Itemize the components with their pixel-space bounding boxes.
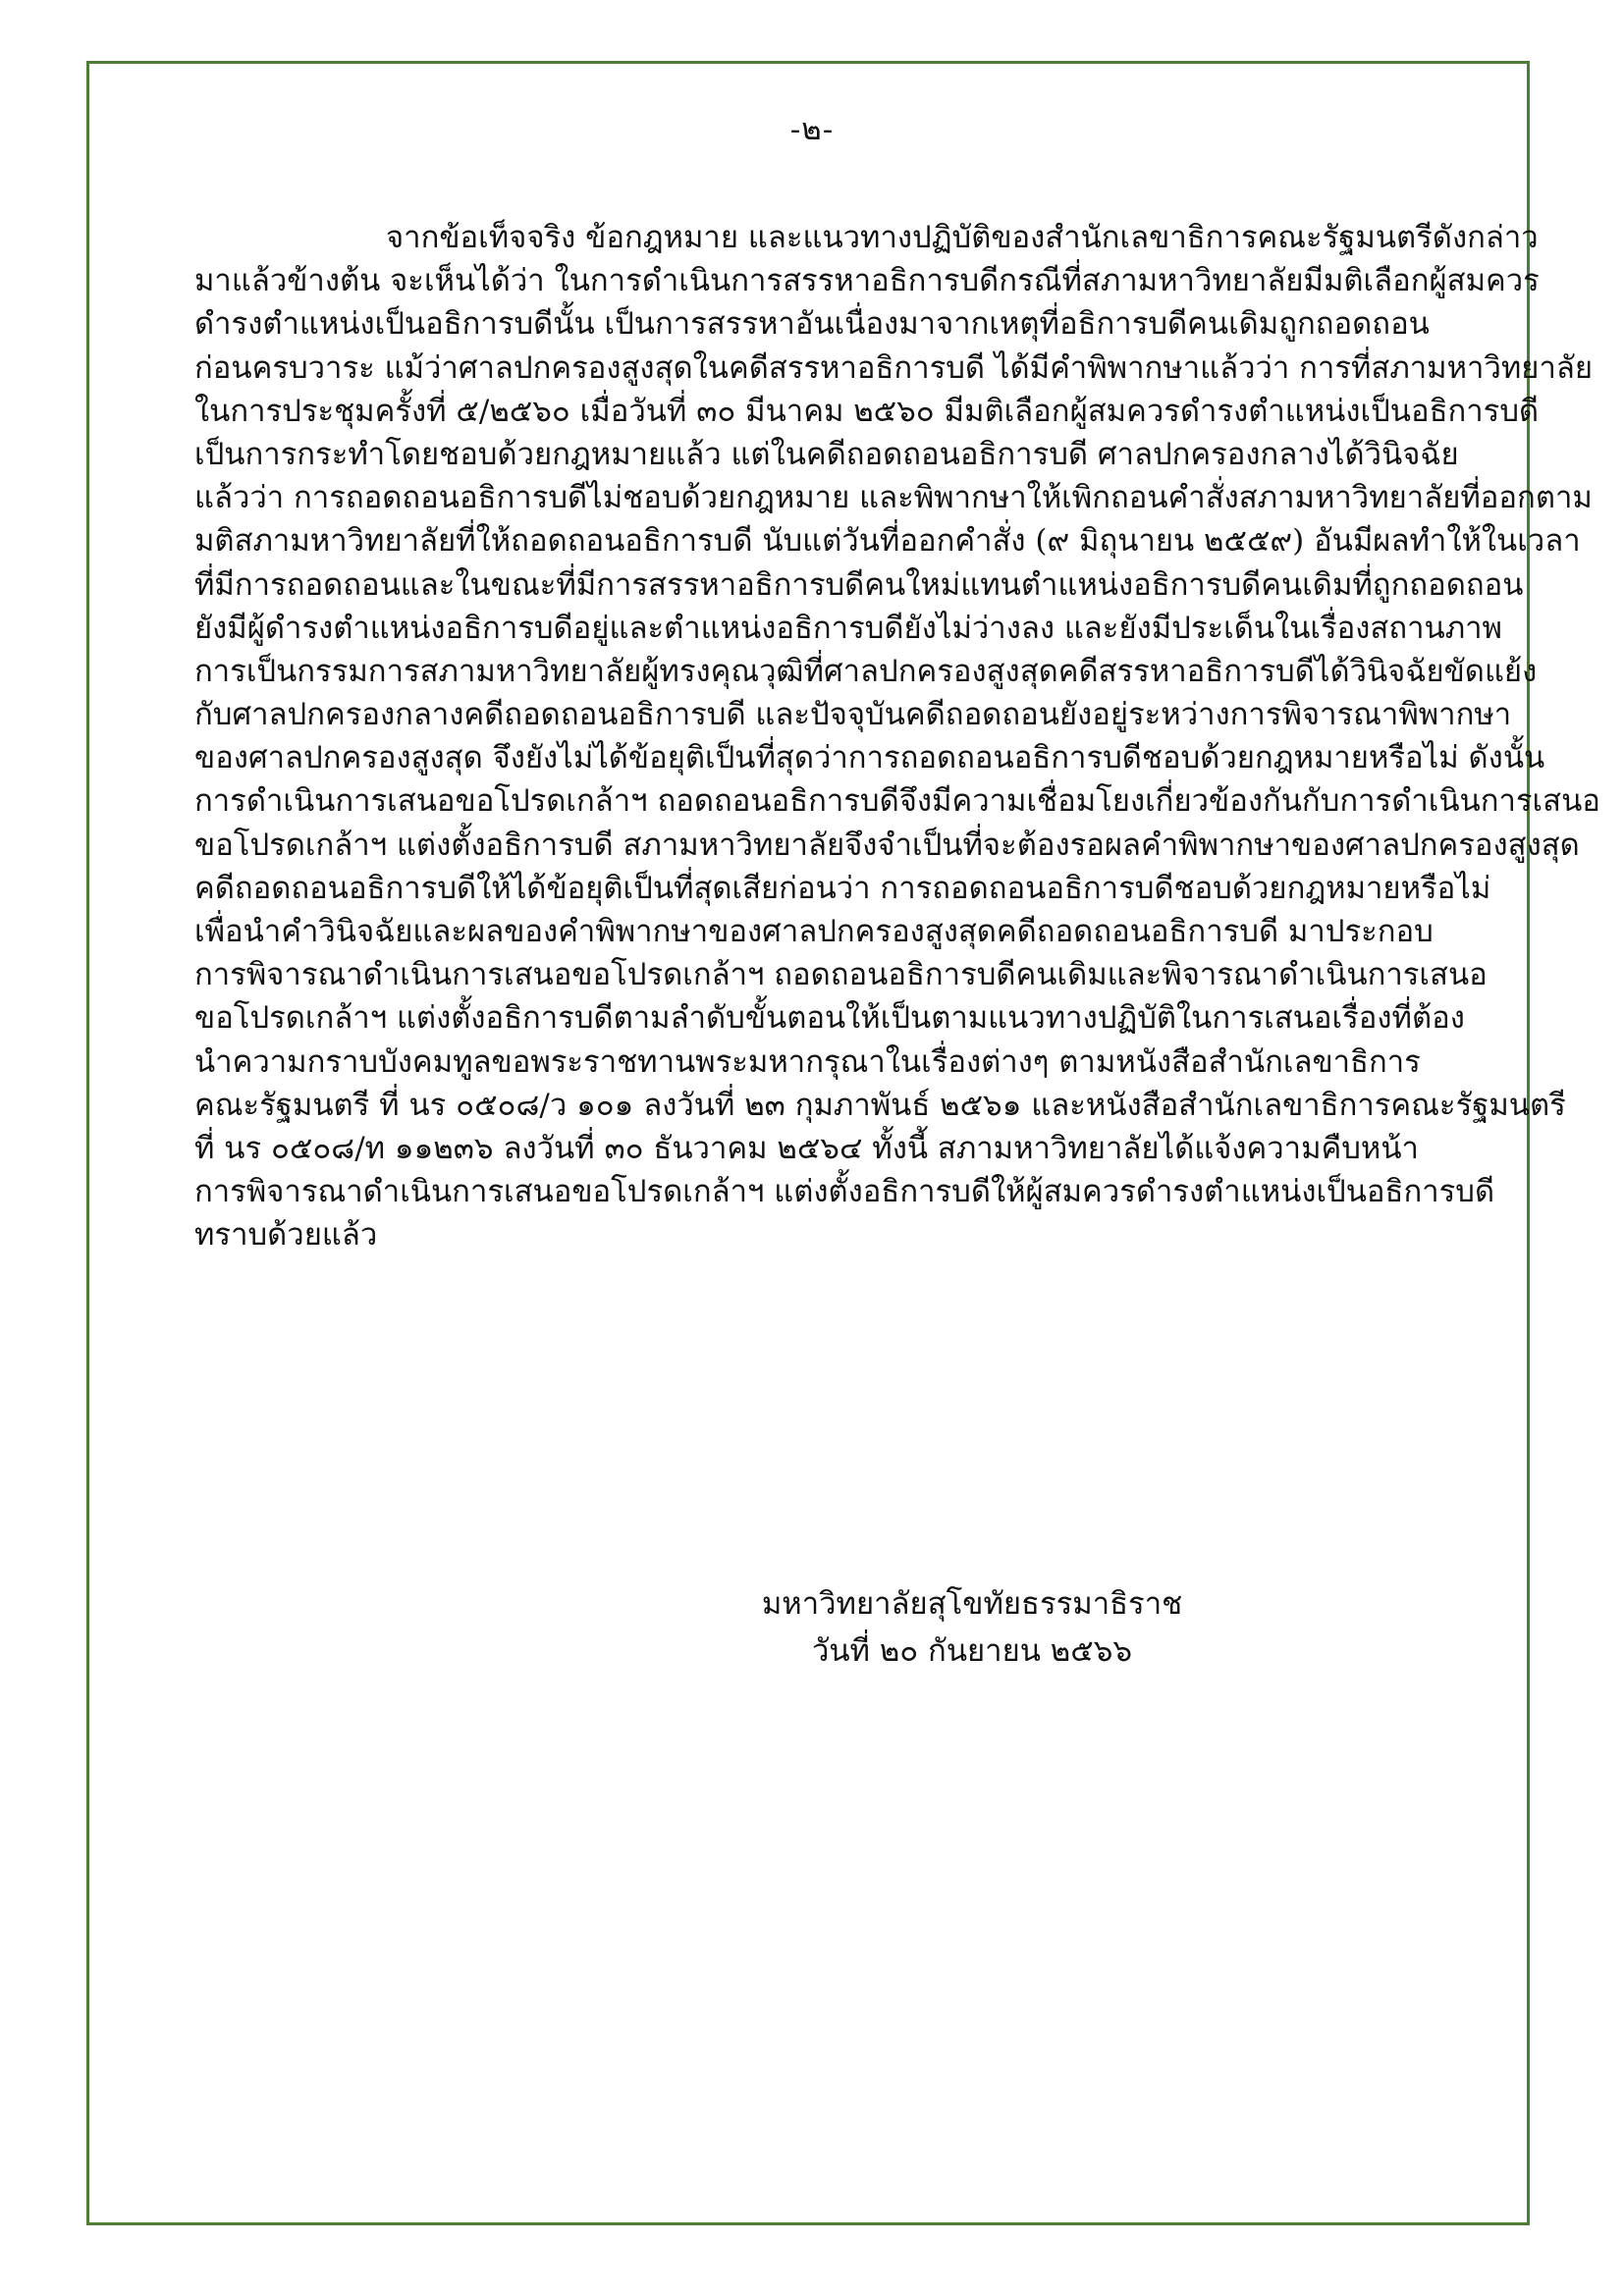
paragraph-line: จากข้อเท็จจริง ข้อกฎหมาย และแนวทางปฏิบัติของสำนักเลขาธิการคณะรัฐมนตรีดังกล่าว (386, 220, 1539, 255)
paragraph-line: ยังมีผู้ดำรงตำแหน่งอธิการบดีอยู่และตำแหน่งอธิการบดียังไม่ว่างลง และยังมีประเด็นในเรื่องสถานภาพ (194, 610, 1502, 646)
signature-organization: มหาวิทยาลัยสุโขทัยธรรมาธิราช (761, 1586, 1183, 1622)
signature-date: วันที่ ๒๐ กันยายน ๒๕๖๖ (811, 1633, 1133, 1669)
paragraph-line: การพิจารณาดำเนินการเสนอขอโปรดเกล้าฯ แต่งตั้งอธิการบดีให้ผู้สมควรดำรงตำแหน่งเป็นอธิการบดี (194, 1174, 1495, 1210)
paragraph-line: เพื่อนำคำวินิจฉัยและผลของคำพิพากษาของศาลปกครองสูงสุดคดีถอดถอนอธิการบดี มาประกอบ (194, 914, 1434, 949)
paragraph-line: ที่มีการถอดถอนและในขณะที่มีการสรรหาอธิการบดีคนใหม่แทนตำแหน่งอธิการบดีคนเดิมที่ถูกถอดถอน (194, 566, 1524, 603)
paragraph-line: การดำเนินการเสนอขอโปรดเกล้าฯ ถอดถอนอธิการบดีจึงมีความเชื่อมโยงเกี่ยวข้องกันกับการดำเนินการเสนอ (194, 783, 1600, 820)
paragraph-line: ขอโปรดเกล้าฯ แต่งตั้งอธิการบดีตามลำดับขั้นตอนให้เป็นตามแนวทางปฏิบัติในการเสนอเรื่องที่ต้อง (194, 1000, 1465, 1037)
paragraph-line: ของศาลปกครองสูงสุด จึงยังไม่ได้ข้อยุติเป็นที่สุดว่าการถอดถอนอธิการบดีชอบด้วยกฎหมายหรือไม่ ดังนั้น (194, 740, 1545, 776)
paragraph-line: คดีถอดถอนอธิการบดีให้ได้ข้อยุติเป็นที่สุดเสียก่อนว่า การถอดถอนอธิการบดีชอบด้วยกฎหมายหรือไม่ (194, 870, 1491, 906)
paragraph-line: ดำรงตำแหน่งเป็นอธิการบดีนั้น เป็นการสรรหาอันเนื่องมาจากเหตุที่อธิการบดีคนเดิมถูกถอดถอน (194, 306, 1430, 343)
paragraph-line: มาแล้วข้างต้น จะเห็นได้ว่า ในการดำเนินการสรรหาอธิการบดีกรณีที่สภามหาวิทยาลัยมีมติเลือกผู้สมควร (194, 263, 1540, 299)
paragraph-line: นำความกราบบังคมทูลขอพระราชทานพระมหากรุณาในเรื่องต่างๆ ตามหนังสือสำนักเลขาธิการ (194, 1043, 1421, 1080)
signature-block (697, 1580, 1247, 1675)
paragraph-line: ขอโปรดเกล้าฯ แต่งตั้งอธิการบดี สภามหาวิทยาลัยจึงจำเป็นที่จะต้องรอผลคำพิพากษาของศาลปกครองสูงสุด (194, 827, 1580, 863)
paragraph-line: ทราบด้วยแล้ว (194, 1217, 378, 1254)
page-number: -๒- (789, 112, 835, 147)
paragraph-line: กับศาลปกครองกลางคดีถอดถอนอธิการบดี และปัจจุบันคดีถอดถอนยังอยู่ระหว่างการพิจารณาพิพากษา (194, 697, 1512, 733)
paragraph-line: การพิจารณาดำเนินการเสนอขอโปรดเกล้าฯ ถอดถอนอธิการบดีคนเดิมและพิจารณาดำเนินการเสนอ (194, 957, 1488, 993)
paragraph-line: ในการประชุมครั้งที่ ๕/๒๕๖๐ เมื่อวันที่ ๓๐ มีนาคม ๒๕๖๐ มีมติเลือกผู้สมควรดำรงตำแหน่งเป็นอธิการบดี (194, 393, 1540, 429)
paragraph-line: คณะรัฐมนตรี ที่ นร ๐๕๐๘/ว ๑๐๑ ลงวันที่ ๒๓ กุมภาพันธ์ ๒๕๖๑ และหนังสือสำนักเลขาธิการคณะรัฐมนตรี (194, 1087, 1566, 1123)
paragraph-line: มติสภามหาวิทยาลัยที่ให้ถอดถอนอธิการบดี นับแต่วันที่ออกคำสั่ง (๙ มิถุนายน ๒๕๕๙) อันมีผลทำให้ในเวลา (194, 523, 1581, 560)
paragraph-line: แล้วว่า การถอดถอนอธิการบดีไม่ชอบด้วยกฎหมาย และพิพากษาให้เพิกถอนคำสั่งสภามหาวิทยาลัยที่ออกตาม (194, 480, 1593, 516)
paragraph-line: ก่อนครบวาระ แม้ว่าศาลปกครองสูงสุดในคดีสรรหาอธิการบดี ได้มีคำพิพากษาแล้วว่า การที่สภามหาวิทยาลัย (194, 349, 1594, 386)
paragraph-line: ที่ นร ๐๕๐๘/ท ๑๑๒๓๖ ลงวันที่ ๓๐ ธันวาคม ๒๕๖๔ ทั้งนี้ สภามหาวิทยาลัยได้แจ้งความคืบหน้า (194, 1130, 1419, 1166)
paragraph-line: การเป็นกรรมการสภามหาวิทยาลัยผู้ทรงคุณวุฒิที่ศาลปกครองสูงสุดคดีสรรหาอธิการบดีได้วินิจฉัยขัดแย้ง (194, 653, 1538, 689)
body-paragraph (194, 216, 1600, 1257)
paragraph-line: เป็นการกระทำโดยชอบด้วยกฎหมายแล้ว แต่ในคดีถอดถอนอธิการบดี ศาลปกครองกลางได้วินิจฉัย (194, 436, 1459, 472)
